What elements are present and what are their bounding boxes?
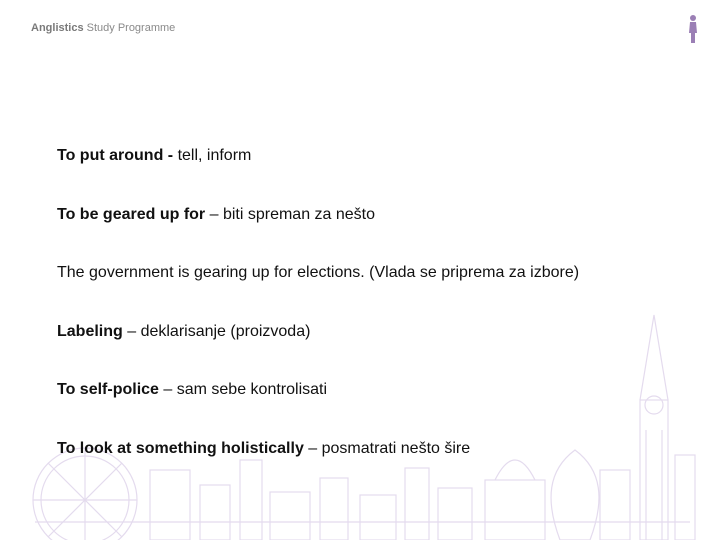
vocabulary-entry-4 (57, 380, 697, 400)
figure-silhouette-icon (684, 14, 702, 44)
vocabulary-entry-2 (57, 205, 697, 225)
header-subtitle: Study Programme (83, 22, 176, 34)
entry-definition: – posmatrati nešto šire (303, 439, 471, 457)
entry-definition: tell, inform (177, 147, 252, 164)
vocabulary-list (57, 146, 697, 497)
entry-definition: – sam sebe kontrolisati (158, 381, 328, 398)
vocabulary-entry-3 (57, 322, 697, 342)
vocabulary-entry-1 (57, 146, 697, 166)
entry-term: Labeling (57, 322, 123, 340)
entry-term: To be geared up for (57, 205, 206, 223)
vocabulary-example-sentence (57, 263, 697, 283)
entry-definition: – biti spreman za nešto (205, 205, 376, 223)
entry-term: To put around - (57, 147, 178, 164)
entry-term: To self-police (57, 381, 159, 398)
header (31, 22, 175, 34)
entry-term: To look at something holistically (57, 439, 304, 457)
entry-definition: – deklarisanje (proizvoda) (122, 322, 311, 340)
vocabulary-entry-5 (57, 439, 697, 459)
entry-definition: The government is gearing up for elections. (Vlada se priprema za izbore) (57, 264, 580, 281)
header-brand: Anglistics (31, 22, 84, 34)
